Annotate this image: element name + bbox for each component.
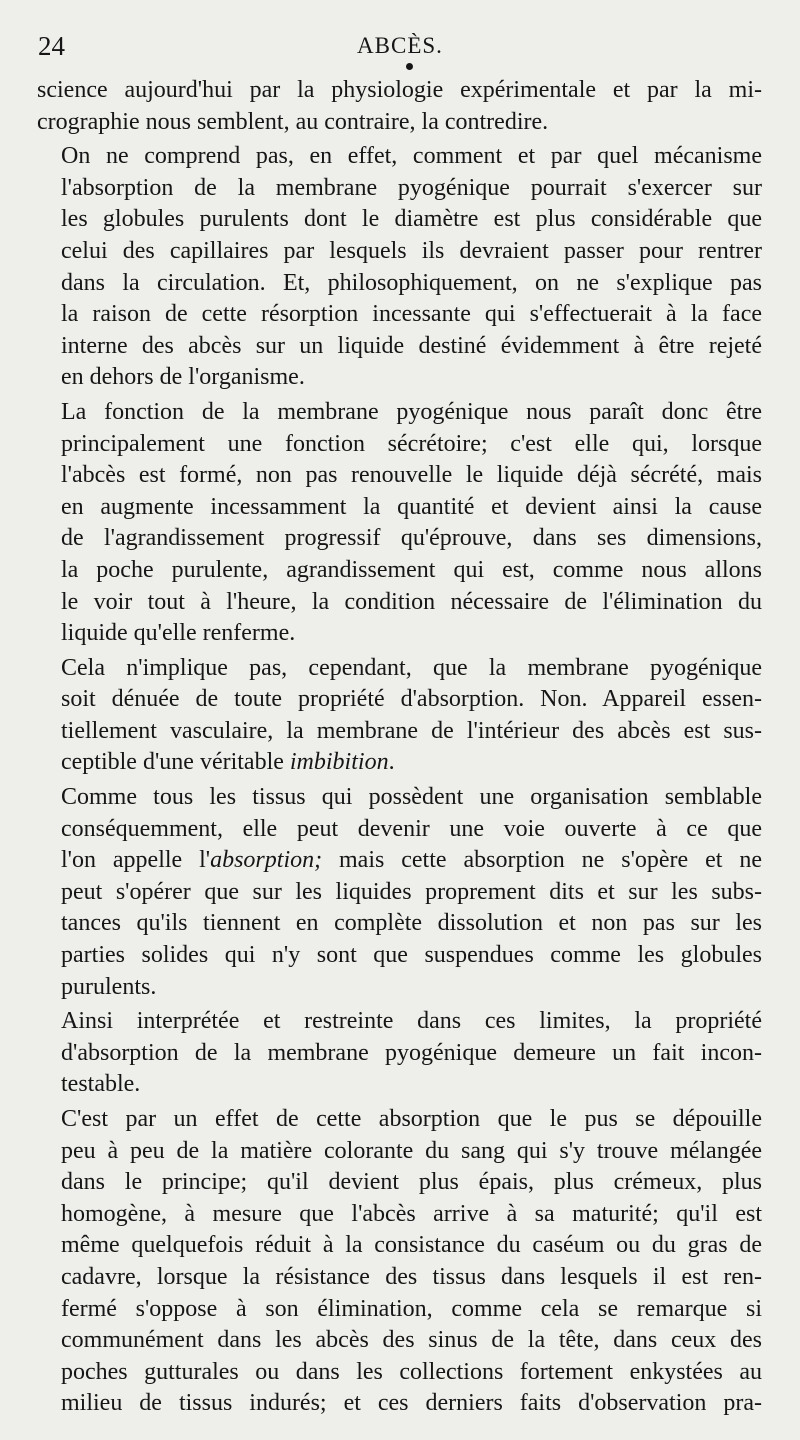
text-line: testable. bbox=[61, 1071, 141, 1098]
text-line: crographie nous semblent, au contraire, la contredire. bbox=[37, 108, 549, 135]
text-line: Ainsi interprétée et restreinte dans ces limites, la propriété bbox=[61, 1008, 762, 1035]
text-line: dans le principe; qu'il devient plus épais, plus crémeux, plus bbox=[61, 1169, 762, 1196]
body-text bbox=[37, 75, 762, 1423]
text-line: milieu de tissus indurés; et ces derniers faits d'observation pra- bbox=[61, 1390, 762, 1417]
text-run: ceptible d'une véritable bbox=[61, 749, 290, 776]
text-line: celui des capillaires par lesquels ils devraient passer pour rentrer bbox=[61, 237, 762, 264]
text-line: l'absorption de la membrane pyogénique pourrait s'exercer sur bbox=[61, 174, 762, 201]
text-line: liquide qu'elle renferme. bbox=[61, 620, 296, 647]
text-line: les globules purulents dont le diamètre est plus considérable que bbox=[61, 206, 762, 233]
text-line: homogène, à mesure que l'abcès arrive à sa maturité; qu'il est bbox=[61, 1200, 762, 1227]
text-line: d'absorption de la membrane pyogénique demeure un fait incon- bbox=[61, 1039, 762, 1066]
text-line: même quelquefois réduit à la consistance du caséum ou du gras de bbox=[61, 1232, 762, 1259]
text-line: cadavre, lorsque la résistance des tissus dans lesquels il est ren- bbox=[61, 1263, 762, 1290]
paragraph bbox=[37, 1104, 762, 1420]
running-title: ABCÈS. bbox=[357, 33, 443, 58]
text-line: parties solides qui n'y sont que suspendues comme les globules bbox=[61, 942, 762, 969]
text-line: soit dénuée de toute propriété d'absorption. Non. Appareil essen- bbox=[61, 686, 762, 713]
italic-term: imbibition bbox=[289, 749, 389, 776]
paragraph bbox=[37, 397, 762, 650]
text-line: Comme tous les tissus qui possèdent une organisation semblable bbox=[61, 784, 762, 811]
text-line: de l'agrandissement progressif qu'éprouve, dans ses dimensions, bbox=[61, 525, 762, 552]
text-line: dans la circulation. Et, philosophiquement, on ne s'explique pas bbox=[61, 269, 762, 296]
italic-term: absorption; bbox=[210, 847, 323, 874]
text-run: l'on appelle l' bbox=[61, 847, 211, 874]
text-line bbox=[37, 747, 762, 779]
text-line: fermé s'oppose à son élimination, comme cela se remarque si bbox=[61, 1295, 762, 1322]
text-line: en augmente incessamment la quantité et devient ainsi la cause bbox=[61, 493, 762, 520]
page-number: 24 bbox=[38, 31, 65, 61]
text-line: peu à peu de la matière colorante du sang qui s'y trouve mélangée bbox=[61, 1137, 762, 1164]
text-line: tiellement vasculaire, la membrane de l'intérieur des abcès est sus- bbox=[61, 717, 762, 744]
text-run: . bbox=[388, 749, 395, 776]
text-run: mais cette absorption ne s'opère et ne bbox=[322, 847, 762, 874]
text-line: La fonction de la membrane pyogénique nous paraît donc être bbox=[61, 398, 762, 425]
text-line bbox=[37, 845, 762, 877]
text-line: l'abcès est formé, non pas renouvelle le liquide déjà sécrété, mais bbox=[61, 462, 762, 489]
text-line: communément dans les abcès des sinus de la tête, dans ceux des bbox=[61, 1327, 762, 1354]
running-head bbox=[0, 28, 800, 64]
text-line: purulents. bbox=[61, 973, 157, 1000]
paragraph bbox=[37, 782, 762, 1003]
paragraph bbox=[37, 75, 762, 138]
text-line: principalement une fonction sécrétoire; c'est elle qui, lorsque bbox=[61, 430, 762, 457]
paragraph bbox=[37, 1006, 762, 1101]
text-line: Cela n'implique pas, cependant, que la membrane pyogénique bbox=[61, 654, 762, 681]
paragraph bbox=[37, 653, 762, 779]
ornament-dot bbox=[406, 63, 413, 70]
text-line: la poche purulente, agrandissement qui est, comme nous allons bbox=[61, 556, 762, 583]
text-line: en dehors de l'organisme. bbox=[61, 364, 305, 391]
text-line: la raison de cette résorption incessante qui s'effectuerait à la face bbox=[61, 301, 762, 328]
text-line: C'est par un effet de cette absorption que le pus se dépouille bbox=[61, 1106, 762, 1132]
text-line: poches gutturales ou dans les collections fortement enkystées au bbox=[61, 1358, 762, 1385]
text-line: On ne comprend pas, en effet, comment et par quel mécanisme bbox=[61, 143, 762, 170]
text-line: le voir tout à l'heure, la condition nécessaire de l'élimination du bbox=[61, 588, 762, 615]
text-line: science aujourd'hui par la physiologie expérimentale et par la mi- bbox=[37, 77, 762, 103]
text-line: tances qu'ils tiennent en complète dissolution et non pas sur les bbox=[61, 910, 762, 937]
text-line: peut s'opérer que sur les liquides proprement dits et sur les subs- bbox=[61, 878, 762, 905]
text-line: interne des abcès sur un liquide destiné évidemment à être rejeté bbox=[61, 332, 762, 359]
text-line: conséquemment, elle peut devenir une voie ouverte à ce que bbox=[61, 815, 762, 842]
paragraph bbox=[37, 141, 762, 394]
